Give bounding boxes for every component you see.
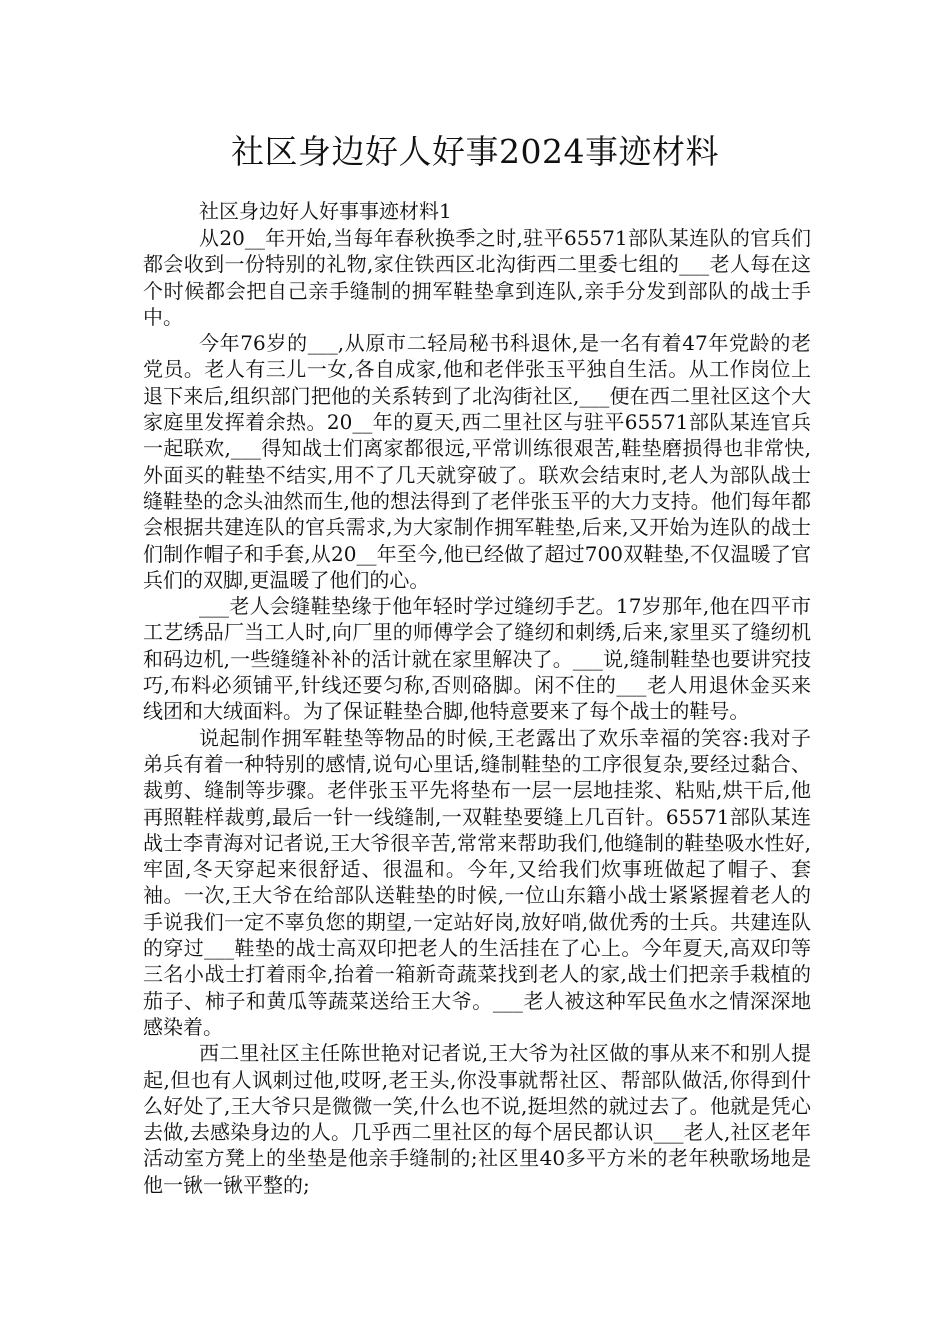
paragraph-1: 从20__年开始,当每年春秋换季之时,驻平65571部队某连队的官兵们都会收到一份特别的礼物,家住铁西区北沟街西二里委七组的___老人每在这个时候都会把自己亲手缝制的拥军鞋垫拿到连队,亲手分发到部队的战士手中。 — [143, 226, 811, 329]
section-subtitle: 社区身边好人好事事迹材料1 — [199, 199, 452, 223]
paragraph-4: 说起制作拥军鞋垫等物品的时候,王老露出了欢乐幸福的笑容:我对子弟兵有着一种特别的感情,说句心里话,缝制鞋垫的工序很复杂,要经过黏合、裁剪、缝制等步骤。老伴张玉平先将垫布一层一层地挂浆、粘贴,烘干后,他再照鞋样裁剪,最后一针一线缝制,一双鞋垫要缝上几百针。65571部队某连战士李青海对记者说,王大爷很辛苦,常常来帮助我们,他缝制的鞋垫吸水性好,牢固,冬天穿起来很舒适、很温和。今年,又给我们炊事班做起了帽子、套袖。一次,王大爷在给部队送鞋垫的时候,一位山东籍小战士紧紧握着老人的手说我们一定不辜负您的期望,一定站好岗,放好哨,做优秀的士兵。共建连队的穿过___鞋垫的战士高双印把老人的生活挂在了心上。今年夏天,高双印等三名小战士打着雨伞,抬着一箱新奇蔬菜找到老人的家,战士们把亲手栽植的茄子、柿子和黄瓜等蔬菜送给王大爷。___老人被这种军民鱼水之情深深地感染着。 — [143, 725, 811, 1039]
paragraph-5: 西二里社区主任陈世艳对记者说,王大爷为社区做的事从来不和别人提起,但也有人讽刺过他,哎呀,老王头,你没事就帮社区、帮部队做活,你得到什么好处了,王大爷只是微微一笑,什么也不说,挺坦然的就过去了。他就是凭心去做,去感染身边的人。几乎西二里社区的每个居民都认识___老人,社区老年活动室方凳上的坐垫是他亲手缝制的;社区里40多平方米的老年秧歌场地是他一锹一锹平整的; — [143, 1041, 811, 1197]
document-title: 社区身边好人好事2024事迹材料 — [231, 132, 719, 171]
paragraph-3: ___老人会缝鞋垫缘于他年轻时学过缝纫手艺。17岁那年,他在四平市工艺绣品厂当工人时,向厂里的师傅学会了缝纫和刺绣,后来,家里买了缝纫机和码边机,一些缝缝补补的活计就在家里解决了。___说,缝制鞋垫也要讲究技巧,布料必须铺平,针线还要匀称,否则硌脚。闲不住的___老人用退休金买来线团和大绒面料。为了保证鞋垫合脚,他特意要来了每个战士的鞋号。 — [143, 594, 811, 724]
paragraph-2: 今年76岁的___,从原市二轻局秘书科退休,是一名有着47年党龄的老党员。老人有三儿一女,各自成家,他和老伴张玉平独自生活。从工作岗位上退下来后,组织部门把他的关系转到了北沟街社区,___便在西二里社区这个大家庭里发挥着余热。20__年的夏天,西二里社区与驻平65571部队某连官兵一起联欢,___得知战士们离家都很远,平常训练很艰苦,鞋垫磨损得也非常快,外面买的鞋垫不结实,用不了几天就穿破了。联欢会结束时,老人为部队战士缝鞋垫的念头油然而生,他的想法得到了老伴张玉平的大力支持。他们每年都会根据共建连队的官兵需求,为大家制作拥军鞋垫,后来,又开始为连队的战士们制作帽子和手套,从20__年至今,他已经做了超过700双鞋垫,不仅温暖了官兵们的双脚,更温暖了他们的心。 — [143, 331, 811, 592]
document-body — [143, 198, 811, 1198]
